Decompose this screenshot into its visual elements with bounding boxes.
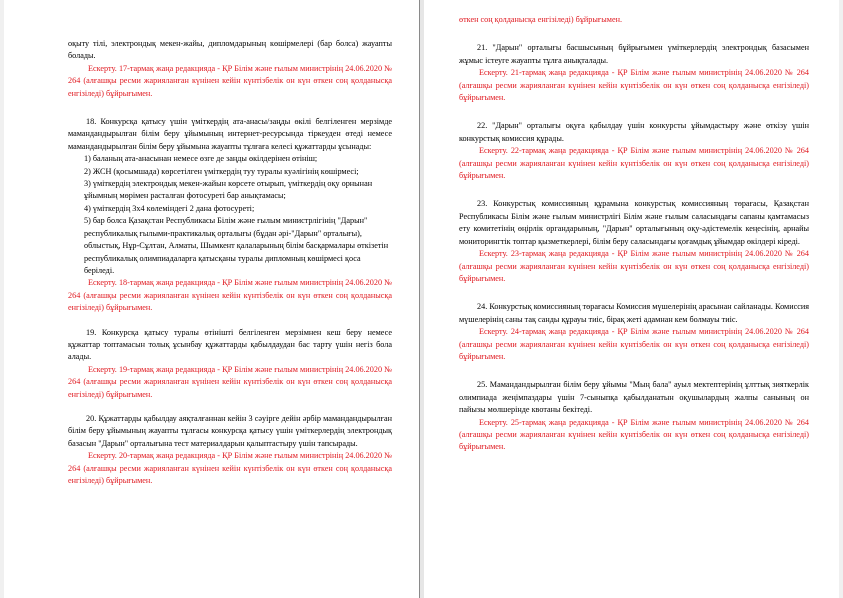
amendment-note-19: Ескерту. 19-тармақ жаңа редакцияда - ҚР Білім және ғылым министрінің 24.06.2020 № 264 (алғашқы ресми жарияланған күнінен кейін күнтізбелік он күн өткен соң қолданысқа енгізіледі) бұйрығымен. xyxy=(68,364,392,399)
amendment-note-24: Ескерту. 24-тармақ жаңа редакцияда - ҚР Білім және ғылым министрінің 24.06.2020 № 264 (алғашқы ресми жарияланған күнінен кейін күнтізбелік он күн өткен соң қолданысқа енгізіледі) бұйрығымен. xyxy=(459,327,809,361)
amendment-note-20-continued: өткен соң қолданысқа енгізіледі) бұйрығымен. xyxy=(459,15,623,24)
paragraph-24: 24. Конкурстық комиссияның төрағасы Комиссия мүшелерінің арасынан сайланады. Комиссия мүшелерінің саны тақ санды құрауы тиіс, бірақ жеті адамнан кем болмауы тиіс. xyxy=(459,302,809,324)
paragraph-19: 19. Конкурсқа қатысу туралы өтінішті белгіленген мерзімнен кеш беру немесе құжаттар топтамасын толық ұсынбау құжаттарды қабылдаудан бас тарту үшін негіз бола алады. xyxy=(68,327,392,362)
page-right xyxy=(424,0,839,598)
paragraph-21: 21. "Дарын" орталығы басшысының бұйрығымен үміткерлердің электрондық базасымен жұмыс істеуге жауапты тұлға анықталады. xyxy=(459,43,809,65)
list-item-1: 1) баланың ата-анасынан немесе өзге де заңды өкілдерінен өтініш; xyxy=(84,154,318,164)
paragraph-18: 18. Конкурсқа қатысу үшін үміткердің ата-анасы/заңды өкілі белгіленген мерзімде мамандандырылған білім беру ұйымының интернет-ресурсында тіркеуден өтеді немесе мамандандырылған білім беру ұйымына жауапты тұлғаға келесі құжаттарды ұсынады: xyxy=(68,117,392,151)
amendment-note-17: Ескерту. 17-тармақ жаңа редакцияда - ҚР Білім және ғылым министрінің 24.06.2020 № 264 (алғашқы ресми жарияланған күнінен кейін күнтізбелік он күн өткен соң қолданысқа енгізіледі) бұйрығымен. xyxy=(68,63,392,98)
paragraph-22: 22. "Дарын" орталығы оқуға қабылдау үшін конкурсты ұйымдастыру және өткізу үшін конкурстық комиссия құрады. xyxy=(459,121,809,143)
paragraph-23: 23. Конкурстық комиссияның құрамына конкурстық комиссияның төрағасы, Қазақстан Республикасы Білім және ғылым министрлігі Білім және ғылым саласындағы сапаны қамтамасыз ету комитетінің өңірлік органдарының, "Дарын" орталығының оқу-әдістемелік кеңесінің, арнайы мониторингтік топтар қызметкерлері, білім беру саласындағы қоғамдық ұйымдар өкілдері кіреді. xyxy=(459,199,809,246)
list-item-3: 3) үміткердің электрондық мекен-жайын көрсете отырып, үміткердің оқу орнынан ұйымның мөрімен расталған фотосуреті бар анықтамасы; xyxy=(84,179,373,201)
page-left-edge xyxy=(419,0,420,598)
paragraph-17-continued: оқыту тілі, электрондық мекен-жайы, дипломдарының көшірмелері (бар болса) жауапты болады. xyxy=(68,39,392,61)
amendment-note-23: Ескерту. 23-тармақ жаңа редакцияда - ҚР Білім және ғылым министрінің 24.06.2020 № 264 (алғашқы ресми жарияланған күнінен кейін күнтізбелік он күн өткен соң қолданысқа енгізіледі) бұйрығымен. xyxy=(459,249,809,283)
amendment-note-22: Ескерту. 22-тармақ жаңа редакцияда - ҚР Білім және ғылым министрінің 24.06.2020 № 264 (алғашқы ресми жарияланған күнінен кейін күнтізбелік он күн өткен соң қолданысқа енгізіледі) бұйрығымен. xyxy=(459,146,809,181)
page-left xyxy=(4,0,420,598)
amendment-note-25: Ескерту. 25-тармақ жаңа редакцияда - ҚР Білім және ғылым министрінің 24.06.2020 № 264 (алғашқы ресми жарияланған күнінен кейін күнтізбелік он күн өткен соң қолданысқа енгізіледі) бұйрығымен. xyxy=(459,417,809,452)
amendment-note-18: Ескерту. 18-тармақ жаңа редакцияда - ҚР Білім және ғылым министрінің 24.06.2020 № 264 (алғашқы ресми жарияланған күнінен кейін күнтізбелік он күн өткен соң қолданысқа енгізіледі) бұйрығымен. xyxy=(68,278,392,313)
paragraph-20: 20. Құжаттарды қабылдау аяқталғаннан кейін 3 сәуірге дейін әрбір мамандандырылған білім беру ұйымының жауапты тұлғасы конкурсқа қатысу үшін үміткерлердің электрондық базасын "Дарын" орталығына тест материалдарын қалыптастыру үшін тапсырады. xyxy=(68,413,392,448)
list-item-2: 2) ЖСН (қосымшада) көрсетілген үміткердің туу туралы куәлігінің көшірмесі; xyxy=(84,166,359,176)
paragraph-25: 25. Мамандандырылған білім беру ұйымы "Мың бала" ауыл мектептерінің ұлттық зияткерлік олимпиада жеңімпаздары үшін 7-сыныпқа қабылданатын оқушылардың жалпы санының он пайызы мөлшерінде квотаны бекітеді. xyxy=(459,380,809,415)
amendment-note-20: Ескерту. 20-тармақ жаңа редакцияда - ҚР Білім және ғылым министрінің 24.06.2020 № 264 (алғашқы ресми жарияланған күнінен кейін күнтізбелік он күн өткен соң қолданысқа енгізіледі) бұйрығымен. xyxy=(68,451,392,485)
amendment-note-21: Ескерту. 21-тармақ жаңа редакцияда - ҚР Білім және ғылым министрінің 24.06.2020 № 264 (алғашқы ресми жарияланған күнінен кейін күнтізбелік он күн өткен соң қолданысқа енгізіледі) бұйрығымен. xyxy=(459,68,809,103)
list-item-5: 5) бар болса Қазақстан Республикасы Білім және ғылым министрлігінің "Дарын" республикалық ғылыми-практикалық орталығы (бұдан әрі-"Дарын" орталығы), облыстық, Нұр-Сұлтан, Алматы, Шымкент қалаларының білім басқармалары өткізетін республикалық олимпиадаларға қатысқаны туралы дипломның көшірмесі қоса беріледі. xyxy=(84,216,389,275)
list-item-4: 4) үміткердің 3x4 көлеміндегі 2 дана фотосуреті; xyxy=(84,203,255,213)
